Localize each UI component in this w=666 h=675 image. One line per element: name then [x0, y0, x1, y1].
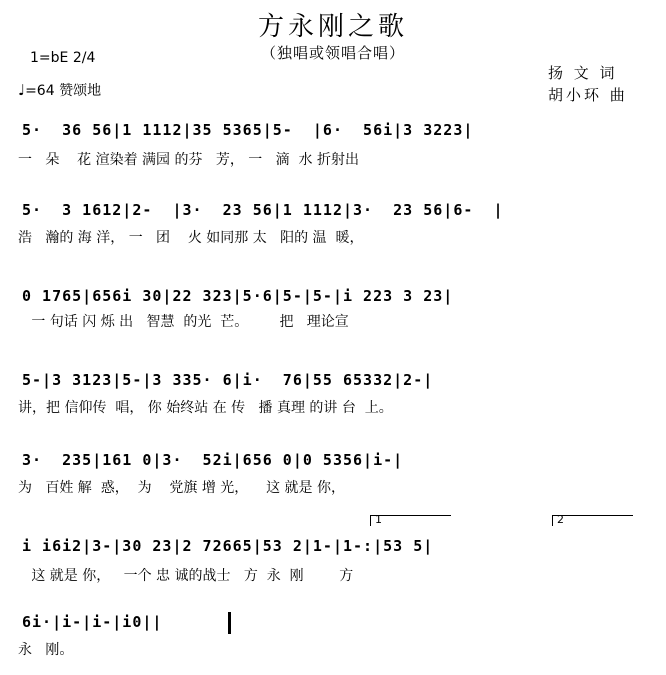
second-ending-bracket: [552, 515, 633, 526]
lyricist-credit: 扬 文 词: [548, 64, 618, 82]
notation-line-7: 6i·|i-|i-|i0||: [22, 613, 163, 631]
lyric-line-4: 讲，把 信仰传 唱， 你 始终站 在 传 播 真理 的讲 台 上。: [18, 400, 393, 416]
lyric-line-1: 一 朵 花 渲染着 满园 的芬 芳， 一 滴 水 折射出: [18, 152, 360, 168]
lyric-line-5: 为 百姓 解 惑， 为 党旗 增 光， 这 就是 你，: [18, 480, 346, 496]
notation-line-2: 5· 3 1612|2- |3· 23 56|1 1112|3· 23 56|6- |: [22, 201, 504, 219]
composer-credit: 胡小环 曲: [548, 86, 628, 104]
tempo-text: =64 赞颂地: [25, 83, 102, 99]
lyric-line-7: 永 刚。: [18, 642, 74, 658]
notation-line-1: 5· 36 56|1 1112|35 5365|5- |6· 56i|3 3223|: [22, 121, 474, 139]
tempo-marking: [18, 80, 101, 100]
song-subtitle: （独唱或领唱合唱）: [260, 44, 405, 62]
second-ending-number: 2: [557, 513, 564, 526]
key-time-signature: 1=bE 2/4: [30, 50, 96, 66]
notation-line-6: i i6i2|3-|30 23|2 72665|53 2|1-|1-:|53 5|: [22, 537, 434, 555]
song-title: 方永刚之歌: [257, 12, 408, 42]
lyric-line-3: 一 句话 闪 烁 出 智慧 的光 芒。 把 理论宣: [18, 314, 349, 330]
notation-line-3: 0 1765|656i 30|22 323|5·6|5-|5-|i 223 3 23|: [22, 287, 454, 305]
quarter-note-icon: ♩: [18, 81, 26, 99]
notation-line-4: 5-|3 3123|5-|3 335· 6|i· 76|55 65332|2-|: [22, 371, 434, 389]
final-barline: [228, 612, 231, 634]
lyric-line-2: 浩 瀚的 海 洋， 一 团 火 如同那 太 阳的 温 暖，: [18, 230, 364, 246]
lyric-line-6: 这 就是 你， 一个 忠 诚的战士 方 永 刚 方: [18, 568, 354, 584]
first-ending-bracket: [370, 515, 451, 526]
notation-line-5: 3· 235|161 0|3· 52i|656 0|0 5356|i-|: [22, 451, 404, 469]
first-ending-number: 1: [375, 513, 382, 526]
